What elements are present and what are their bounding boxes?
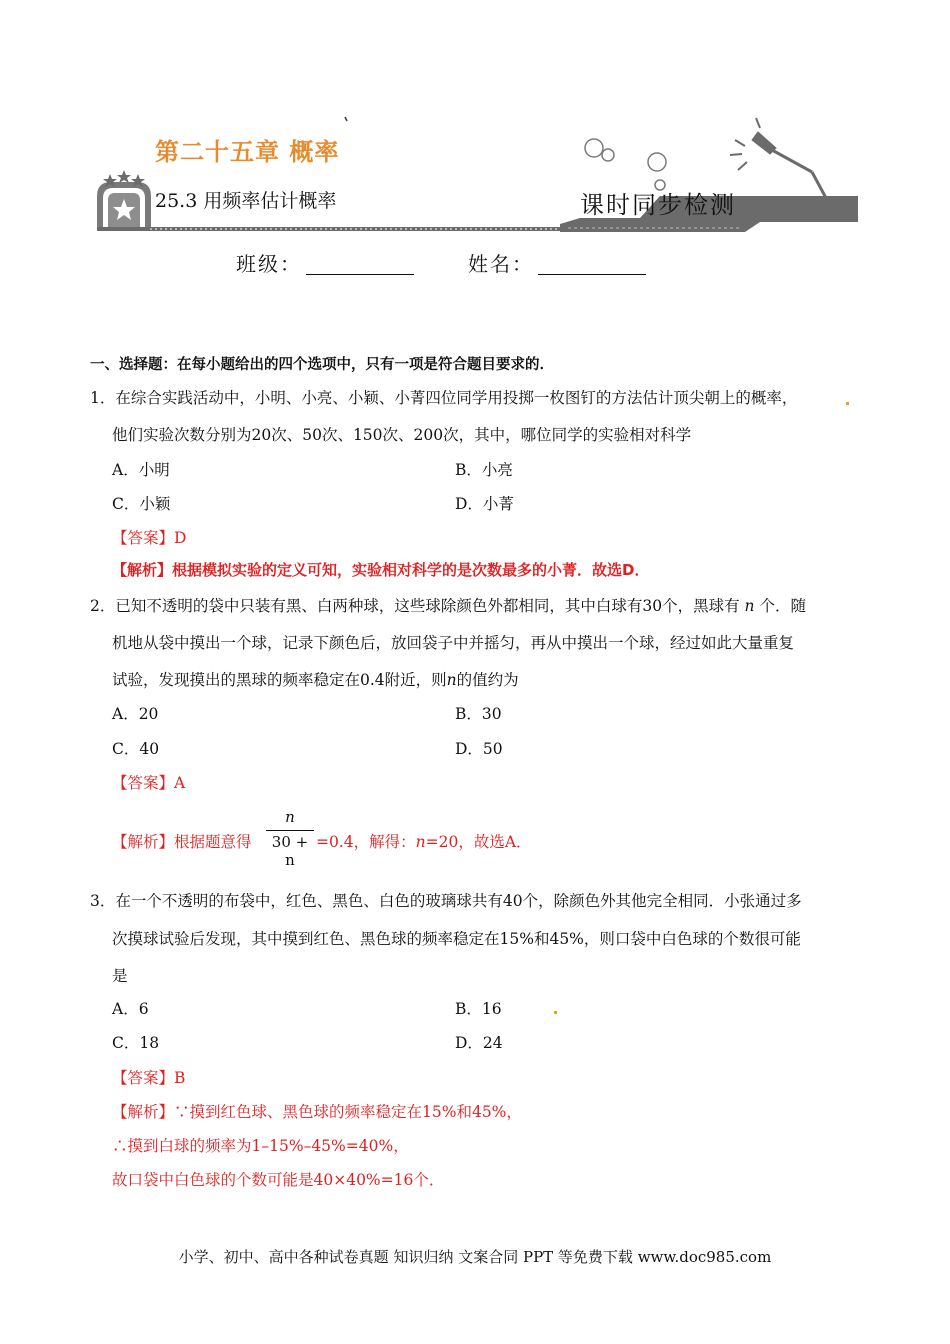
q2-var-n-2: n <box>446 671 457 689</box>
q2-var-n: n <box>744 597 755 615</box>
q3-analysis-2: ∴摸到白球的频率为1–15%–45%=40%， <box>112 1137 409 1155</box>
q3-answer-value: B <box>174 1069 186 1087</box>
brand-title: 课时同步检测 <box>580 191 736 219</box>
q2-answer-label: 【答案】 <box>112 774 175 792</box>
q2-line1a: 2．已知不透明的袋中只装有黑、白两种球，这些球除颜色外都相同，其中白球有30个，黑球有 <box>90 597 740 615</box>
q3-option-c: C．18 <box>112 1034 160 1052</box>
class-field <box>236 248 414 277</box>
q2-option-a: A．20 <box>112 705 159 723</box>
q1-answer <box>112 528 186 548</box>
q1-option-b: B．小亮 <box>455 461 513 479</box>
q1-option-c: C．小颖 <box>112 495 171 513</box>
q1-option-a: A．小明 <box>112 461 170 479</box>
q2-analysis-left: 【解析】根据题意得 <box>112 833 252 851</box>
q2-analysis-right <box>316 832 532 852</box>
bubbles-decoration <box>585 139 666 190</box>
chapter-title: 第二十五章 概率 <box>155 138 340 166</box>
q2-line1b: 个．随 <box>759 597 806 615</box>
q3-analysis-3: 故口袋中白色球的个数可能是40×40%=16个． <box>112 1171 445 1189</box>
desk-lamp-icon <box>730 118 826 198</box>
class-blank <box>306 254 414 275</box>
q2-option-d: D．50 <box>455 740 503 758</box>
q2-line3a: 试验，发现摸出的黑球的频率稳定在0.4附近，则 <box>112 671 447 689</box>
q2-analysis-b: =0.4，解得： <box>316 833 416 851</box>
q2-fraction-denominator: 30 + n <box>271 833 309 869</box>
q2-line1 <box>90 596 806 616</box>
q2-analysis-var: n <box>415 833 426 851</box>
star-badge-icon <box>97 170 151 228</box>
header-banner-graphic <box>0 0 950 240</box>
q3-line1: 3．在一个不透明的布袋中，红色、黑色、白色的玻璃球共有40个，除颜色外其他完全相同．小张通过多 <box>90 892 802 910</box>
name-field <box>468 248 646 277</box>
decor-dot-2 <box>846 402 849 405</box>
name-blank <box>538 254 646 275</box>
section-title: 25.3 用频率估计概率 <box>155 190 337 212</box>
name-label: 姓名： <box>468 252 534 276</box>
q3-option-b: B．16 <box>455 1000 502 1018</box>
q2-answer-value: A <box>174 774 186 792</box>
q2-line3 <box>112 670 519 690</box>
q2-answer <box>112 773 185 793</box>
q3-option-d: D．24 <box>455 1034 503 1052</box>
q1-analysis: 【解析】根据模拟实验的定义可知，实验相对科学的是次数最多的小菁．故选D． <box>112 561 650 579</box>
q3-answer-label: 【答案】 <box>112 1069 175 1087</box>
q3-line3: 是 <box>112 967 128 985</box>
q2-fraction-numerator: n <box>285 808 295 826</box>
q1-line1: 1．在综合实践活动中，小明、小亮、小颖、小菁四位同学用投掷一枚图钉的方法估计顶尖朝上的概率， <box>90 389 798 407</box>
q2-analysis-c: =20，故选A． <box>425 833 532 851</box>
q3-line2: 次摸球试验后发现，其中摸到红色、黑色球的频率稳定在15%和45%，则口袋中白色球的个数很可能 <box>112 930 801 948</box>
q2-option-c: C．40 <box>112 740 160 758</box>
page-footer: 小学、初中、高中各种试卷真题 知识归纳 文案合同 PPT 等免费下载 www.doc985.com <box>178 1248 772 1266</box>
q3-option-a: A．6 <box>112 1000 149 1018</box>
q2-option-b: B．30 <box>455 705 502 723</box>
q2-fraction-bar <box>266 830 314 831</box>
section-instructions: 一、选择题：在每小题给出的四个选项中，只有一项是符合题目要求的． <box>90 357 554 373</box>
q2-line3b: 的值约为 <box>456 671 519 689</box>
q2-line2: 机地从袋中摸出一个球，记录下颜色后，放回袋子中并摇匀，再从中摸出一个球，经过如此大量重复 <box>112 634 795 652</box>
q2-fraction <box>266 808 314 869</box>
q1-answer-value: D <box>174 529 187 547</box>
q3-analysis-1: 【解析】∵摸到红色球、黑色球的频率稳定在15%和45%， <box>112 1103 522 1121</box>
class-label: 班级： <box>236 252 302 276</box>
q1-option-d: D．小菁 <box>455 495 514 513</box>
q3-answer <box>112 1068 185 1088</box>
decor-dot <box>554 1011 557 1014</box>
q1-answer-label: 【答案】 <box>112 529 175 547</box>
q1-line2: 他们实验次数分别为20次、50次、150次、200次，其中，哪位同学的实验相对科学 <box>112 426 692 444</box>
